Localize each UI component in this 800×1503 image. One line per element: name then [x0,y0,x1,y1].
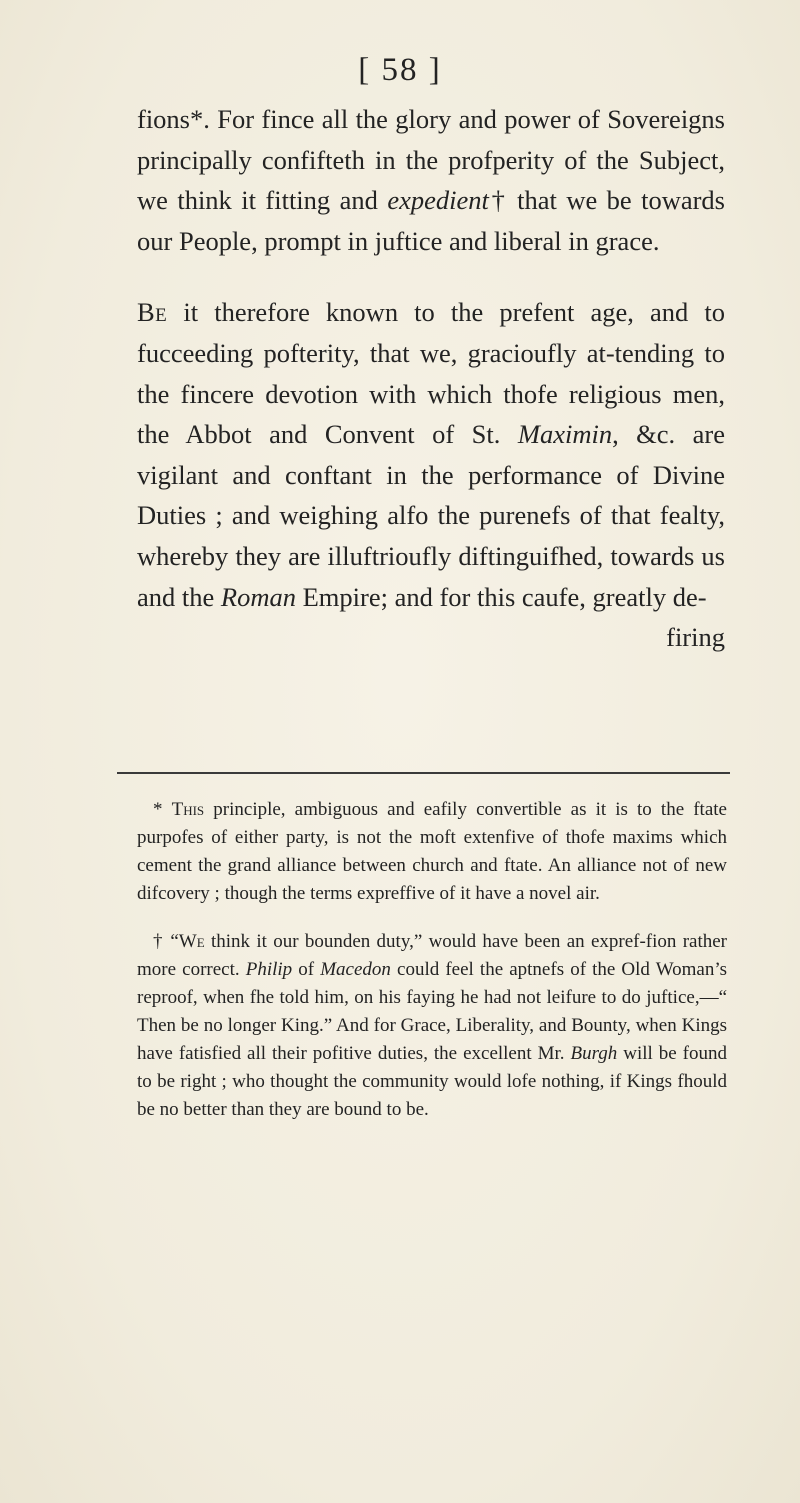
catchword: firing [666,622,725,653]
footnote-1 [137,796,727,908]
footnote-rule [117,772,730,774]
paragraph-1 [137,99,725,261]
emphasis-expedient: expedient [387,185,489,216]
emphasis-roman: Roman [220,581,296,612]
footnote-1-marker: * [153,799,172,820]
main-text [137,99,725,658]
emphasis-maximin: Maximin [517,419,613,450]
footnote-2-lead-word: We [178,931,205,952]
emphasis-philip: Philip [245,959,293,980]
footnote-marker-dagger: † [488,185,508,216]
paragraph-2 [137,292,725,617]
footnote-2-text-a: think it our bounden duty,” would have been an expref-fion rather more correct. [137,931,727,980]
paragraph-2-text-a: it therefore known to the prefent age, and to fucceeding pofterity, that we, gracioufly at-tending to the fincere devotion with which thofe religious men, the Abbot and Convent of St. [137,297,725,450]
emphasis-macedon: Macedon [320,959,391,980]
page-number: [ 58 ] [358,52,442,88]
footnote-2-text-c: could feel the aptnefs of the Old Woman’s reproof, when fhe told him, on his faying he had not leifure to do juftice,—“ Then be no longer King.” And for Grace, Liberality, and Bounty, when Kings have fatisfied all their pofitive duties, the excellent Mr. [137,959,727,1064]
paragraph-1-text-a: fions*. For fince all the glory and power of Sovereigns principally confifteth in the profperity of the Subject, we think it fitting and [137,104,725,216]
footnote-1-text: principle, ambiguous and eafily convertible as it is to the ftate purpofes of either party, is not the moft extenfive of thofe maxims which cement the grand alliance between church and ftate. An alliance not of new difcovery ; though the terms expreffive of it have a novel air. [137,799,727,904]
paragraph-1-text-b: that we be towards our People, prompt in juftice and liberal in grace. [137,185,725,256]
footnote-2-text-d: will be found to be right ; who thought the community would lofe nothing, if Kings fhould be no better than they are bound to be. [137,1043,727,1120]
paragraph-2-text-b: , &c. are vigilant and conftant in the performance of Divine Duties ; and weighing alfo the purenefs of that fealty, whereby they are illuftrioufly diftinguifhed, towards us and the [137,419,725,612]
emphasis-burgh: Burgh [570,1043,618,1064]
footnote-2-marker: † “ [153,931,179,952]
paragraph-2-text-c: Empire; and for this caufe, greatly de- [295,581,707,612]
paragraph-2-lead-word: Be [137,297,168,328]
footnote-2-text-b: of [292,959,321,980]
footnote-1-lead-word: This [171,799,205,820]
footnote-2 [137,928,727,1124]
footnotes [137,796,727,1124]
